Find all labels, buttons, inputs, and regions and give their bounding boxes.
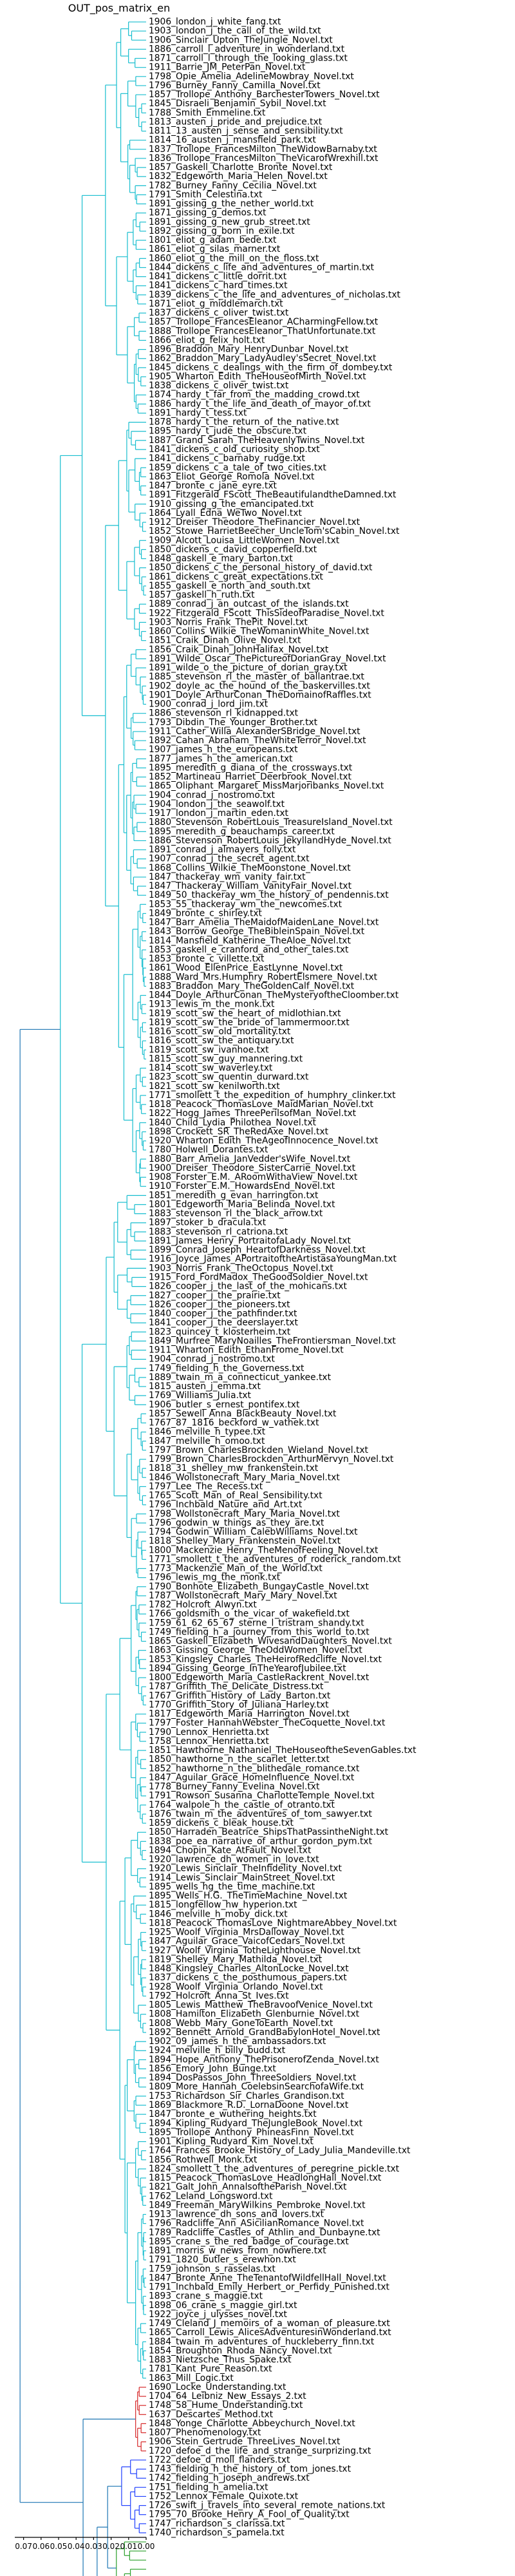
leaf-label: 1907_conrad_j_the_secret_agent.txt bbox=[149, 853, 310, 864]
leaf-label: 1888_Ward_Mrs.Humphry_RobertElsmere_Novel.txt bbox=[149, 972, 378, 983]
leaf-label: 1861_dickens_c_great_expectations.txt bbox=[149, 571, 323, 582]
leaf-label: 1893_crane_s_maggie.txt bbox=[149, 2291, 263, 2302]
leaf-label: 1865_Oliphant_Margaret_MissMarjoribanks_Novel.txt bbox=[149, 781, 384, 791]
leaf-label: 1778_Burney_Fanny_Evelina_Novel.txt bbox=[149, 1781, 320, 1792]
leaf-label: 1818_Peacock_ThomasLove_NightmareAbbey_Novel.txt bbox=[149, 1918, 397, 1929]
leaf-label: 1860_eliot_g_the_mill_on_the_floss.txt bbox=[149, 253, 319, 264]
leaf-label: 1894_Gissing_George_InTheYearofJubilee.txt bbox=[149, 1663, 346, 1674]
leaf-label: 1798_Opie_Amelia_AdelineMowbray_Novel.txt bbox=[149, 71, 354, 82]
leaf-label: 1819_scott_sw_ivanhoe.txt bbox=[149, 1045, 269, 1056]
leaf-label: 1841_dickens_c_old_curiosity_shop.txt bbox=[149, 444, 320, 455]
leaf-label: 1824_smollett_t_the_adventures_of_peregrine_pickle.txt bbox=[149, 2163, 400, 2174]
leaf-label: 1815_austen_j_emma.txt bbox=[149, 1381, 261, 1392]
leaf-label: 1805_Lewis_Matthew_TheBravoofVenice_Novel.txt bbox=[149, 2000, 373, 2011]
leaf-label: 1704_64_Leibniz_New_Essays_2.txt bbox=[149, 2391, 306, 2402]
leaf-label: 1928_Woolf_Virginia_Orlando_Novel.txt bbox=[149, 1982, 323, 1993]
leaf-label: 1911_Barrie_JM_PeterPan_Novel.txt bbox=[149, 62, 306, 73]
leaf-label: 1839_dickens_c_the_life_and_adventures_of_nicholas.txt bbox=[149, 289, 400, 300]
leaf-label: 1850_dickens_c_david_copperfield.txt bbox=[149, 544, 317, 555]
leaf-label: 1770_Griffith_Story_of_Juliana_Harley.txt bbox=[149, 1700, 329, 1710]
leaf-label: 1795_70_Brooke_Henry_A_Fool_of_Quality.txt bbox=[149, 2509, 350, 2520]
leaf-label: 1847_bronte_e_wuthering_heights.txt bbox=[149, 2109, 317, 2120]
leaf-label: 1903_Norris_Frank_TheOctopus_Novel.txt bbox=[149, 1263, 333, 1274]
leaf-label: 1796_Burney_Fanny_Camilla_Novel.txt bbox=[149, 80, 321, 91]
leaf-label: 1848_Yonge_Charlotte_Abbeychurch_Novel.txt bbox=[149, 2418, 355, 2429]
leaf-label: 1852_hawthorne_n_the_blithedale_romance.txt bbox=[149, 1763, 360, 1774]
leaf-label: 1894_Kipling_Rudyard_TheJungleBook_Novel.txt bbox=[149, 2118, 363, 2129]
leaf-label: 1916_Joyce_James_APortraitoftheArtistasaYoungMan.txt bbox=[149, 1254, 397, 1265]
leaf-label: 1907_james_h_the_europeans.txt bbox=[149, 744, 298, 755]
leaf-label: 1759_johnson_s_rasselas.txt bbox=[149, 2264, 276, 2275]
leaf-label: 1869_Blackmore_R.D._LornaDoone_Novel.txt bbox=[149, 2099, 349, 2110]
leaf-label: 1837_Trollope_FrancesMilton_TheWidowBarnaby.txt bbox=[149, 144, 377, 155]
leaf-label: 1904_london_j_the_seawolf.txt bbox=[149, 799, 285, 810]
leaf-label: 1871_carroll_l_through_the_looking_glass.txt bbox=[149, 53, 348, 64]
leaf-label: 1851_meredith_g_evan_harrington.txt bbox=[149, 1190, 319, 1201]
leaf-label: 1883_stevenson_rl_catriona.txt bbox=[149, 1226, 288, 1237]
leaf-label: 1871_gissing_g_demos.txt bbox=[149, 207, 267, 218]
leaf-label: 1751_fielding_h_amelia.txt bbox=[149, 2482, 268, 2493]
leaf-label: 1891_conrad_j_almayers_folly.txt bbox=[149, 844, 296, 855]
leaf-label: 1780_Holwell_Dorantes.txt bbox=[149, 1144, 268, 1155]
leaf-label: 1762_Leland_Longsword.txt bbox=[149, 2191, 273, 2202]
leaf-label: 1857_Gaskell_Charlotte_Bronte_Novel.txt bbox=[149, 162, 333, 173]
leaf-label: 1902_doyle_ac_the_hound_of_the_baskervilles.txt bbox=[149, 681, 370, 692]
leaf-label: 1758_Lennox_Henrietta.txt bbox=[149, 1736, 269, 1747]
leaf-label: 1847_Barr_Amelia_TheMaidofMaidenLane_Novel.txt bbox=[149, 917, 379, 928]
leaf-label: 1917_london_j_martin_eden.txt bbox=[149, 808, 288, 819]
leaf-label: 1815_Peacock_ThomasLove_HeadlongHall_Novel.txt bbox=[149, 2173, 382, 2184]
leaf-label: 1819_Shelley_Mary_Mathilda_Novel.txt bbox=[149, 1954, 323, 1965]
leaf-label: 1846_melville_h_typee.txt bbox=[149, 1426, 266, 1437]
leaf-label: 1787_Griffith_The_Delicate_Distress.txt bbox=[149, 1681, 324, 1692]
leaf-label: 1849_Murfree_MaryNoailles_TheFrontiersman_Novel.txt bbox=[149, 1336, 396, 1347]
leaf-label: 1896_Braddon_Mary_HenryDunbar_Novel.txt bbox=[149, 344, 349, 355]
leaf-label: 1898_06_crane_s_maggie_girl.txt bbox=[149, 2300, 297, 2311]
leaf-label: 1863_Eliot_George_Romola_Novel.txt bbox=[149, 471, 315, 482]
leaf-label: 1743_fielding_h_the_history_of_tom_jones.txt bbox=[149, 2464, 351, 2475]
leaf-label: 1816_scott_sw_the_antiquary.txt bbox=[149, 1036, 294, 1046]
leaf-label: 1807_Phenomenology.txt bbox=[149, 2427, 261, 2438]
leaf-label: 1859_dickens_c_a_tale_of_two_cities.txt bbox=[149, 462, 326, 473]
leaf-label: 1782_Holcroft_Alwyn.txt bbox=[149, 1600, 257, 1611]
leaf-label: 1860_Collins_Wilkie_TheWomaninWhite_Novel.txt bbox=[149, 626, 370, 637]
leaf-label: 1747_richardson_s_clarissa.txt bbox=[149, 2518, 285, 2529]
leaf-label: 1891_gissing_g_the_nether_world.txt bbox=[149, 198, 314, 209]
leaf-label: 1886_stevenson_rl_kidnapped.txt bbox=[149, 708, 299, 719]
leaf-label: 1877_james_h_the_american.txt bbox=[149, 753, 293, 764]
leaf-label: 1841_dickens_c_barnaby_rudge.txt bbox=[149, 453, 305, 464]
leaf-label: 1903_london_j_the_call_of_the_wild.txt bbox=[149, 26, 321, 37]
leaf-label: 1871_eliot_g_middlemarch.txt bbox=[149, 298, 283, 309]
leaf-label: 1857_Trollope_Anthony_BarchesterTowers_Novel.txt bbox=[149, 90, 380, 100]
leaf-label: 1814_scott_sw_waverley.txt bbox=[149, 1063, 273, 1074]
leaf-label: 1892_Bennett_Arnold_GrandBabylonHotel_Novel.txt bbox=[149, 2027, 380, 2038]
leaf-label: 1788_Smith_Emmeline.txt bbox=[149, 108, 266, 118]
leaf-label: 1895_hardy_t_jude_the_obscure.txt bbox=[149, 426, 306, 437]
x-tick-label: 0.06 bbox=[32, 2542, 50, 2551]
leaf-label: 1813_austen_j_pride_and_prejudice.txt bbox=[149, 117, 323, 128]
leaf-label: 1874_hardy_t_far_from_the_madding_crowd.txt bbox=[149, 390, 360, 401]
leaf-label: 1811_13_austen_j_sense_and_sensibility.txt bbox=[149, 126, 343, 137]
leaf-label: 1815_scott_sw_guy_mannering.txt bbox=[149, 1054, 303, 1065]
leaf-label: 1767_87_1816_beckford_w_vathek.txt bbox=[149, 1417, 319, 1428]
leaf-label: 1880_Stevenson_RobertLouis_TreasureIsland_Novel.txt bbox=[149, 817, 393, 828]
leaf-label: 1920_Lewis_Sinclair_TheInfidelity_Novel.txt bbox=[149, 1863, 342, 1874]
leaf-label: 1857_Sewell_Anna_BlackBeauty_Novel.txt bbox=[149, 1408, 337, 1419]
leaf-label: 1895_Wells_H.G._TheTimeMachine_Novel.txt bbox=[149, 1891, 348, 1902]
leaf-label: 1814_16_austen_j_mansfield_park.txt bbox=[149, 135, 316, 146]
leaf-label: 1819_scott_sw_the_heart_of_midlothian.txt bbox=[149, 1008, 341, 1019]
leaf-label: 1847_Thackeray_William_VanityFair_Novel.txt bbox=[149, 881, 351, 892]
leaf-label: 1848_Kingsley_Charles_AltonLocke_Novel.txt bbox=[149, 1964, 349, 1975]
leaf-label: 1836_Trollope_FrancesMilton_TheVicarofWrexhill.txt bbox=[149, 153, 379, 164]
leaf-label: 1782_Burney_Fanny_Cecilia_Novel.txt bbox=[149, 180, 317, 191]
leaf-label: 1767_Griffith_History_of_Lady_Barton.txt bbox=[149, 1690, 331, 1701]
leaf-label: 1902_09_james_h_the_ambassadors.txt bbox=[149, 2036, 326, 2047]
leaf-label: 1817_Edgeworth_Maria_Harrington_Novel.txt bbox=[149, 1709, 350, 1719]
leaf-label: 1899_Conrad_Joseph_HeartofDarkness_Novel.txt bbox=[149, 1245, 366, 1256]
leaf-label: 1906_Stein_Gertrude_ThreeLives_Novel.txt bbox=[149, 2436, 341, 2447]
leaf-label: 1845_Disraeli_Benjamin_Sybil_Novel.txt bbox=[149, 99, 326, 109]
leaf-label: 1847_Aguilar_Grace_HomeInfluence_Novel.txt bbox=[149, 1772, 355, 1783]
leaf-label: 1895_wells_hg_the_time_machine.txt bbox=[149, 1881, 315, 1892]
leaf-label: 1722_defoe_d_moll_flanders.txt bbox=[149, 2454, 290, 2465]
leaf-label: 1857_Trollope_FrancesEleanor_ACharmingFellow.txt bbox=[149, 317, 379, 328]
leaf-label: 1922_Fitzgerald_FScott_ThisSideofParadise_Novel.txt bbox=[149, 608, 384, 619]
leaf-label: 1891_gissing_g_new_grub_street.txt bbox=[149, 216, 310, 227]
leaf-label: 1753_Richardson_Sir_Charles_Grandison.txt bbox=[149, 2090, 344, 2101]
leaf-label: 1898_Crockett_SR_TheRedAxe_Novel.txt bbox=[149, 1126, 329, 1137]
leaf-label: 1740_richardson_s_pamela.txt bbox=[149, 2527, 285, 2538]
leaf-label: 1884_twain_m_adventures_of_huckleberry_finn.txt bbox=[149, 2336, 375, 2347]
leaf-label: 1720_defoe_d_the_life_and_strange_surprizing.txt bbox=[149, 2445, 371, 2456]
leaf-label: 1848_gaskell_e_mary_barton.txt bbox=[149, 553, 293, 564]
leaf-label: 1891_James_Henry_PortraitofaLady_Novel.txt bbox=[149, 1235, 351, 1246]
leaf-label: 1814_Mansfield_Katherine_TheAloe_Novel.txt bbox=[149, 935, 351, 946]
leaf-label: 1891_hardy_t_tess.txt bbox=[149, 408, 247, 419]
leaf-label: 1911_Wharton_Edith_EthanFrome_Novel.txt bbox=[149, 1345, 344, 1356]
leaf-label: 1851_Hawthorne_Nathaniel_TheHouseoftheSevenGables.txt bbox=[149, 1745, 417, 1756]
leaf-label: 1853_55_thackeray_wm_the_newcomes.txt bbox=[149, 899, 342, 910]
leaf-label: 1818_31_shelley_mw_frankenstein.txt bbox=[149, 1463, 319, 1474]
leaf-label: 1797_Brown_CharlesBrockden_Wieland_Novel.txt bbox=[149, 1444, 368, 1455]
leaf-label: 1793_Dibdin_The_Younger_Brother.txt bbox=[149, 717, 318, 728]
leaf-label: 1851_Craik_Dinah_Olive_Novel.txt bbox=[149, 635, 301, 646]
leaf-label: 1800_Edgeworth_Maria_CastleRackrent_Novel.txt bbox=[149, 1672, 370, 1683]
leaf-label: 1888_Trollope_FrancesEleanor_ThatUnfortunate.txt bbox=[149, 326, 376, 337]
leaf-label: 1840_Child_Lydia_Philothea_Novel.txt bbox=[149, 1117, 317, 1128]
leaf-label: 1764_Frances_Brooke_History_of_Lady_Julia_Mandeville.txt bbox=[149, 2145, 411, 2156]
leaf-label: 1856_Emory_John_Bunge.txt bbox=[149, 2063, 276, 2074]
leaf-label: 1910_gissing_g_the_emancipated.txt bbox=[149, 498, 314, 509]
leaf-label: 1800_Mackenzie_Henry_TheMenofFeeling_Novel.txt bbox=[149, 1545, 379, 1556]
leaf-label: 1868_Collins_Wilkie_TheMoonstone_Novel.txt bbox=[149, 862, 351, 873]
leaf-label: 1815_longfellow_hw_hyperion.txt bbox=[149, 1900, 297, 1911]
leaf-label: 1852_Martineau_Harriet_Deerbrook_Novel.txt bbox=[149, 772, 351, 782]
leaf-label: 1914_Lewis_Sinclair_MainStreet_Novel.txt bbox=[149, 1872, 335, 1883]
leaf-label: 1886_Stevenson_RobertLouis_JekyllandHyde_Novel.txt bbox=[149, 835, 391, 846]
leaf-label: 1894_Hope_Anthony_ThePrisonerofZenda_Novel.txt bbox=[149, 2054, 379, 2065]
leaf-label: 1823_quincey_t_klosterheim.txt bbox=[149, 1327, 291, 1338]
leaf-label: 1861_eliot_g_silas_marner.txt bbox=[149, 244, 281, 255]
leaf-label: 1906_butler_s_ernest_pontifex.txt bbox=[149, 1399, 300, 1410]
leaf-label: 1925_Woolf_Virginia_MrsDalloway_Novel.txt bbox=[149, 1927, 344, 1938]
leaf-label: 1891_Wilde_Oscar_ThePictureofDorianGray_Novel.txt bbox=[149, 653, 386, 664]
leaf-label: 1796_Radcliffe_Ann_ASicilianRomance_Novel.txt bbox=[149, 2218, 364, 2229]
leaf-label: 1838_dickens_c_oliver_twist.txt bbox=[149, 381, 289, 392]
x-tick-label: 0.05 bbox=[50, 2542, 68, 2551]
leaf-label: 1850_hawthorne_n_the_scarlet_letter.txt bbox=[149, 1754, 330, 1765]
leaf-label: 1791_Inchbald_Emily_Herbert_or_Perfidy_Punished.txt bbox=[149, 2282, 389, 2293]
leaf-label: 1769_Williams_Julia.txt bbox=[149, 1390, 251, 1401]
leaf-label: 1791_1820_butler_s_erewhon.txt bbox=[149, 2255, 296, 2266]
leaf-label: 1847_melville_h_omoo.txt bbox=[149, 1435, 265, 1446]
leaf-label: 1920_Wharton_Edith_TheAgeofInnocence_Novel.txt bbox=[149, 1135, 379, 1146]
leaf-label: 1866_eliot_g_felix_holt.txt bbox=[149, 335, 265, 346]
leaf-label: 1924_melville_h_billy_budd.txt bbox=[149, 2045, 286, 2056]
leaf-label: 1808_Webb_Mary_GoneToEarth_Novel.txt bbox=[149, 2018, 333, 2029]
leaf-label: 1863_Mill_Logic.txt bbox=[149, 2372, 234, 2383]
leaf-label: 1883_Braddon_Mary_TheGoldenCalf_Novel.txt bbox=[149, 981, 355, 992]
leaf-label: 1816_scott_sw_old_mortality.txt bbox=[149, 1027, 291, 1037]
leaf-label: 1690_Locke_Understanding.txt bbox=[149, 2382, 286, 2392]
x-tick-label: 0.00 bbox=[137, 2542, 155, 2551]
leaf-label: 1850_dickens_c_the_personal_history_of_david.txt bbox=[149, 562, 373, 573]
leaf-label: 1900_Dreiser_Theodore_SisterCarrie_Novel.txt bbox=[149, 1162, 356, 1173]
leaf-label: 1876_twain_m_the_adventures_of_tom_sawyer.txt bbox=[149, 1808, 372, 1819]
leaf-label: 1819_scott_sw_the_bride_of_lammermoor.txt bbox=[149, 1017, 350, 1028]
leaf-label: 1843_Borrow_George_TheBibleinSpain_Novel.txt bbox=[149, 926, 365, 937]
leaf-label: 1796_Inchbald_Nature_and_Art.txt bbox=[149, 1499, 303, 1510]
leaf-label: 1849_50_thackeray_wm_the_history_of_pendennis.txt bbox=[149, 890, 389, 901]
leaf-label: 1901_Doyle_ArthurConan_TheDomainofRaffles.txt bbox=[149, 690, 371, 701]
leaf-label: 1771_smollett_t_the_adventures_of_roderick_random.txt bbox=[149, 1554, 401, 1565]
leaf-label: 1822_Hogg_James_ThreePerilsofMan_Novel.txt bbox=[149, 1108, 357, 1119]
leaf-label: 1856_Rothwell_Monk.txt bbox=[149, 2154, 258, 2165]
leaf-label: 1853_Kingsley_Charles_TheHeirofRedcliffe_Novel.txt bbox=[149, 1654, 382, 1665]
leaf-label: 1808_Hamilton_Elizabeth_Glenburnie_Novel.txt bbox=[149, 2009, 360, 2020]
leaf-label: 1906_Sinclair_Upton_TheJungle_Novel.txt bbox=[149, 35, 333, 46]
leaf-label: 1895_crane_s_the_red_badge_of_courage.txt bbox=[149, 2236, 349, 2247]
leaf-label: 1883_stevenson_rl_the_black_arrow.txt bbox=[149, 1208, 323, 1219]
leaf-label: 1847_thackeray_wm_vanity_fair.txt bbox=[149, 871, 306, 882]
leaf-label: 1852_Stowe_HarrietBeecher_UncleTom'sCabin_Novel.txt bbox=[149, 526, 400, 537]
leaf-label: 1891_Fitzgerald_FScott_TheBeautifulandtheDamned.txt bbox=[149, 489, 397, 500]
leaf-label: 1891_morris_w_news_from_nowhere.txt bbox=[149, 2246, 326, 2257]
leaf-label: 1840_cooper_j_the_pathfinder.txt bbox=[149, 1309, 297, 1320]
leaf-label: 1857_gaskell_h_ruth.txt bbox=[149, 590, 255, 601]
chart-title: OUT_pos_matrix_en bbox=[68, 2, 171, 14]
leaf-label: 1862_Braddon_Mary_LadyAudley'sSecret_Novel.txt bbox=[149, 353, 377, 364]
leaf-label: 1853_bronte_c_villette.txt bbox=[149, 954, 265, 965]
leaf-label: 1792_Holcroft_Anna_St_Ives.txt bbox=[149, 1991, 289, 2002]
leaf-label: 1865_Gaskell_Elizabeth_WivesandDaughters_Novel.txt bbox=[149, 1636, 392, 1647]
leaf-label: 1889_twain_m_a_connecticut_yankee.txt bbox=[149, 1372, 332, 1383]
leaf-label: 1844_Doyle_ArthurConan_TheMysteryoftheCloomber.txt bbox=[149, 990, 399, 1001]
leaf-label: 1850_Harraden_Beatrice_ShipsThatPassintheNight.txt bbox=[149, 1827, 389, 1838]
leaf-label: 1887_Grand_Sarah_TheHeavenlyTwins_Novel.txt bbox=[149, 435, 365, 446]
leaf-label: 1818_Shelley_Mary_Frankenstein_Novel.txt bbox=[149, 1536, 341, 1547]
leaf-label: 1849_bronte_c_shirley.txt bbox=[149, 908, 262, 919]
leaf-label: 1790_Bonhote_Elizabeth_BungayCastle_Novel.txt bbox=[149, 1581, 369, 1592]
leaf-label: 1748_58_Hume_Understanding.txt bbox=[149, 2400, 303, 2411]
leaf-label: 1799_Brown_CharlesBrockden_ArthurMervyn_Novel.txt bbox=[149, 1454, 394, 1465]
leaf-label: 1841_cooper_j_the_deerslayer.txt bbox=[149, 1318, 298, 1329]
leaf-label: 1844_dickens_c_life_and_adventures_of_martin.txt bbox=[149, 262, 375, 273]
leaf-label: 1798_Wollstonecraft_Mary_Maria_Novel.txt bbox=[149, 1508, 340, 1519]
leaf-label: 1838_poe_ea_narrative_of_arthur_gordon_pym.txt bbox=[149, 1836, 372, 1847]
leaf-label: 1801_eliot_g_adam_bede.txt bbox=[149, 235, 277, 246]
leaf-label: 1861_Wood_EllenPrice_EastLynne_Novel.txt bbox=[149, 963, 343, 974]
leaf-label: 1900_conrad_j_lord_jim.txt bbox=[149, 699, 268, 710]
leaf-label: 1846_Wollstonecraft_Mary_Maria_Novel.txt bbox=[149, 1472, 340, 1483]
x-tick-label: 0.04 bbox=[67, 2542, 85, 2551]
leaf-label: 1749_fielding_h_the_Governess.txt bbox=[149, 1363, 304, 1374]
x-tick-label: 0.07 bbox=[15, 2542, 32, 2551]
leaf-label: 1790_Lennox_Henrietta.txt bbox=[149, 1727, 269, 1738]
leaf-label: 1764_walpole_h_the_castle_of_otranto.txt bbox=[149, 1799, 335, 1810]
leaf-label: 1726_swift_j_travels_into_several_remote_nations.txt bbox=[149, 2500, 386, 2511]
leaf-label: 1789_Radcliffe_Castles_of_Athlin_and_Dunbayne.txt bbox=[149, 2227, 380, 2238]
leaf-label: 1637_Descartes_Method.txt bbox=[149, 2409, 274, 2420]
leaf-label: 1827_cooper_j_the_prairie.txt bbox=[149, 1290, 281, 1301]
leaf-label: 1765_Scott_Man_of_Real_Sensibility.txt bbox=[149, 1490, 323, 1501]
leaf-label: 1797_Lee_The_Recess.txt bbox=[149, 1481, 263, 1492]
leaf-label: 1878_hardy_t_the_return_of_the_native.txt bbox=[149, 417, 339, 428]
leaf-label: 1809_More_Hannah_CoelebsinSearchofaWife.txt bbox=[149, 2081, 364, 2092]
leaf-label: 1895_meredith_g_beauchamps_career.txt bbox=[149, 826, 335, 837]
leaf-label: 1787_Wollstonecraft_Mary_Mary_Novel.txt bbox=[149, 1590, 337, 1601]
leaf-label: 1781_Kant_Pure_Reason.txt bbox=[149, 2363, 272, 2374]
leaf-label: 1897_stoker_b_dracula.txt bbox=[149, 1217, 267, 1228]
leaf-label: 1920_lawrence_dh_women_in_love.txt bbox=[149, 1854, 319, 1865]
leaf-label: 1853_gaskell_e_cranford_and_other_tales.txt bbox=[149, 944, 349, 955]
leaf-label: 1906_london_j_white_fang.txt bbox=[149, 17, 281, 28]
leaf-label: 1865_Carroll_Lewis_AlicesAdventuresinWonderland.txt bbox=[149, 2327, 391, 2338]
leaf-label: 1863_Gissing_George_TheOddWomen_Novel.txt bbox=[149, 1645, 362, 1656]
leaf-label: 1886_hardy_t_the_life_and_death_of_mayor_of.txt bbox=[149, 399, 371, 410]
leaf-label: 1846_melville_h_moby_dick.txt bbox=[149, 1909, 288, 1920]
leaf-label: 1791_Smith_Celestina.txt bbox=[149, 189, 263, 200]
leaf-label: 1847_Bronte_Anne_TheTenantofWildfellHall_Novel.txt bbox=[149, 2273, 386, 2284]
leaf-label: 1801_Edgeworth_Maria_Belinda_Novel.txt bbox=[149, 1199, 335, 1210]
leaf-label: 1759_61_62_65_67_sterne_l_tristram_shandy.txt bbox=[149, 1618, 364, 1629]
leaf-label: 1791_Rowson_Susanna_CharlotteTemple_Novel.txt bbox=[149, 1790, 375, 1801]
leaf-label: 1841_dickens_c_hard_times.txt bbox=[149, 280, 288, 291]
leaf-label: 1766_goldsmith_o_the_vicar_of_wakefield.txt bbox=[149, 1609, 350, 1620]
leaf-label: 1847_Aguilar_Grace_VaicofCedars_Novel.txt bbox=[149, 1936, 345, 1947]
leaf-label: 1742_fielding_h_joseph_andrews.txt bbox=[149, 2473, 310, 2484]
leaf-label: 1911_Cather_Willa_AlexanderSBridge_Novel.txt bbox=[149, 726, 360, 737]
leaf-label: 1927_Woolf_Virginia_TotheLighthouse_Novel.txt bbox=[149, 1945, 360, 1956]
leaf-label: 1922_joyce_j_ulysses_novel.txt bbox=[149, 2309, 287, 2320]
leaf-label: 1832_Edgeworth_Maria_Helen_Novel.txt bbox=[149, 171, 328, 182]
leaf-label: 1841_dickens_c_little_dorrit.txt bbox=[149, 271, 287, 282]
leaf-label: 1837_dickens_c_the_posthumous_papers.txt bbox=[149, 1973, 347, 1984]
leaf-label: 1859_dickens_c_bleak_house.txt bbox=[149, 1818, 294, 1829]
leaf-label: 1749_Cleland_J_memoirs_of_a_woman_of_pleasure.txt bbox=[149, 2318, 390, 2329]
leaf-label: 1856_Craik_Dinah_JohnHalifax_Novel.txt bbox=[149, 644, 329, 655]
leaf-label: 1892_Cahan_Abraham_TheWhiteTerror_Novel.txt bbox=[149, 735, 366, 746]
leaf-label: 1818_Peacock_ThomasLove_MaidMarian_Novel.txt bbox=[149, 1099, 373, 1110]
leaf-label: 1909_Alcott_Louisa_LittleWomen_Novel.txt bbox=[149, 535, 340, 546]
leaf-label: 1901_Kipling_Rudyard_Kim_Novel.txt bbox=[149, 2136, 314, 2147]
leaf-label: 1855_gaskell_e_north_and_south.txt bbox=[149, 580, 311, 591]
leaf-label: 1895_meredith_g_diana_of_the_crossways.txt bbox=[149, 762, 353, 773]
leaf-label: 1880_Barr_Amelia_JanVedder'sWife_Novel.txt bbox=[149, 1153, 351, 1164]
leaf-label: 1912_Dreiser_Theodore_TheFinancier_Novel.txt bbox=[149, 517, 360, 528]
leaf-label: 1854_Broughton_Rhoda_Nancy_Novel.txt bbox=[149, 2345, 332, 2356]
leaf-label: 1826_cooper_j_the_pioneers.txt bbox=[149, 1299, 290, 1310]
leaf-label: 1847_bronte_c_jane_eyre.txt bbox=[149, 480, 277, 491]
x-tick-label: 0.03 bbox=[85, 2542, 102, 2551]
leaf-label: 1749_fielding_h_a_journey_from_this_world_to.txt bbox=[149, 1627, 370, 1638]
leaf-label: 1771_smollett_t_the_expedition_of_humphry_clinker.txt bbox=[149, 1090, 396, 1101]
x-tick-label: 0.01 bbox=[120, 2542, 138, 2551]
leaf-label: 1849_Freeman_MaryWilkins_Pembroke_Novel.txt bbox=[149, 2200, 366, 2211]
leaf-label: 1891_wilde_o_the_picture_of_dorian_gray.txt bbox=[149, 663, 348, 674]
leaf-label: 1796_lewis_mg_the_monk.txt bbox=[149, 1572, 281, 1583]
leaf-label: 1883_Nietzsche_Thus_Spake.txt bbox=[149, 2354, 292, 2365]
leaf-label: 1826_cooper_j_the_last_of_the_mohicans.txt bbox=[149, 1281, 347, 1292]
leaf-label: 1905_Wharton_Edith_TheHouseofMirth_Novel.txt bbox=[149, 371, 366, 382]
leaf-label: 1886_carroll_l_adventure_in_wonderland.txt bbox=[149, 44, 345, 55]
leaf-label: 1821_scott_sw_kenilworth.txt bbox=[149, 1081, 280, 1092]
leaf-label: 1910_Forster_E.M._HowardsEnd_Novel.txt bbox=[149, 1181, 335, 1192]
x-tick-label: 0.02 bbox=[102, 2542, 120, 2551]
leaf-label: 1904_conrad_j_nostromo.txt bbox=[149, 790, 275, 800]
leaf-label: 1821_Galt_John_AnnalsoftheParish_Novel.txt bbox=[149, 2182, 347, 2193]
leaf-label: 1773_Mackenzie_Man_of_the_World.txt bbox=[149, 1563, 323, 1574]
leaf-label: 1913_lawrence_dh_sons_and_lovers.txt bbox=[149, 2209, 324, 2220]
leaf-label: 1894_DosPassos_John_ThreeSoldiers_Novel.txt bbox=[149, 2072, 357, 2083]
leaf-label: 1894_Chopin_Kate_AtFault_Novel.txt bbox=[149, 1845, 312, 1856]
leaf-label: 1895_Trollope_Anthony_PhineasFinn_Novel.txt bbox=[149, 2127, 354, 2138]
leaf-label: 1889_conrad_j_an_outcast_of_the_islands.txt bbox=[149, 599, 349, 610]
leaf-label: 1796_godwin_w_things_as_they_are.txt bbox=[149, 1517, 324, 1528]
leaf-label: 1885_stevenson_rl_the_master_of_ballantrae.txt bbox=[149, 672, 364, 683]
leaf-label: 1892_gissing_g_born_in_exile.txt bbox=[149, 225, 295, 236]
leaf-label: 1845_dickens_c_dealings_with_the_firm_of_dombey.txt bbox=[149, 362, 393, 373]
leaf-label: 1794_Godwin_William_CalebWilliams_Novel.txt bbox=[149, 1527, 358, 1538]
leaf-label: 1904_conrad_j_nostromo.txt bbox=[149, 1354, 275, 1365]
leaf-label: 1903_Norris_Frank_ThePit_Novel.txt bbox=[149, 617, 308, 628]
leaf-label: 1797_Foster_HannahWebster_TheCoquette_Novel.txt bbox=[149, 1718, 386, 1728]
leaf-label: 1752_Lennox_Female_Quixote.txt bbox=[149, 2491, 299, 2502]
leaf-label: 1864_Lyall_Edna_WeTwo_Novel.txt bbox=[149, 507, 302, 518]
leaf-label: 1823_scott_sw_quentin_durward.txt bbox=[149, 1072, 309, 1083]
leaf-label: 1913_lewis_m_the_monk.txt bbox=[149, 999, 275, 1010]
leaf-label: 1908_Forster_E.M._ARoomWithaView_Novel.txt bbox=[149, 1172, 358, 1183]
leaf-label: 1837_dickens_c_oliver_twist.txt bbox=[149, 308, 289, 319]
leaf-label: 1915_Ford_FordMadox_TheGoodSoldier_Novel.txt bbox=[149, 1272, 368, 1283]
